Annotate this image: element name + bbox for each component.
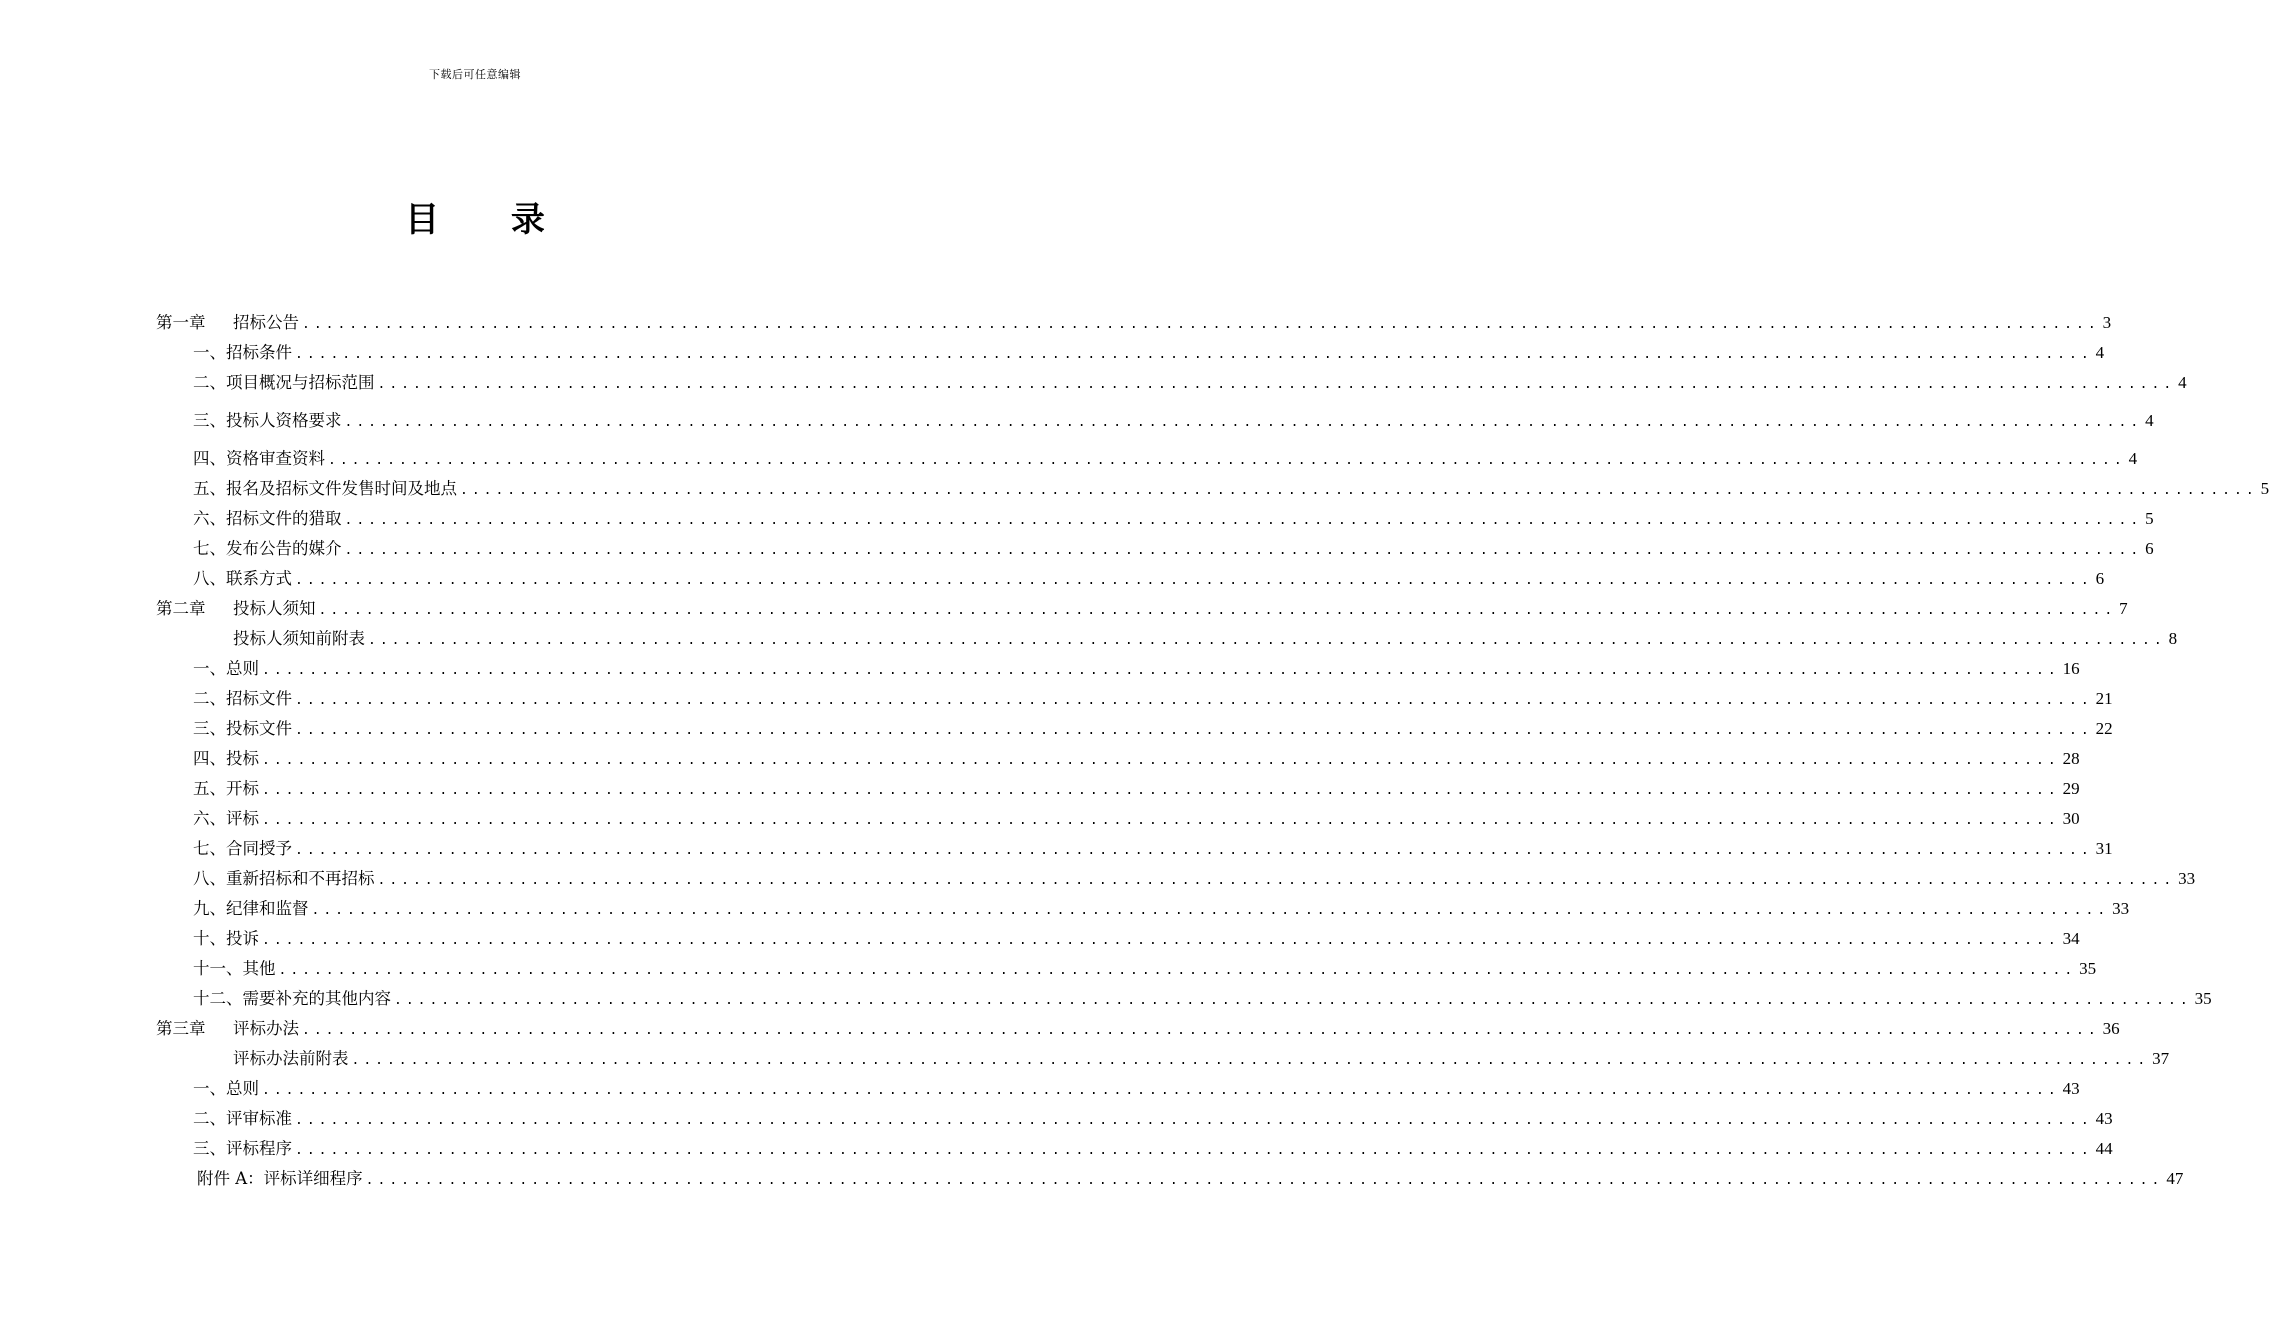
toc-section[interactable] [156, 864, 2196, 894]
dot-leader: ........................................................................................................................................................ [262, 1083, 2060, 1098]
toc-page-number: 35 [2194, 989, 2212, 1008]
toc-entry-text: 二、招标文件 [193, 689, 292, 708]
toc-entry-text: 六、招标文件的猎取 [193, 509, 342, 528]
toc-section[interactable] [156, 744, 2080, 774]
toc-page-number: 44 [2095, 1139, 2113, 1158]
toc-entry-text: 评标办法前附表 [233, 1049, 349, 1068]
toc-page-number: 33 [2178, 869, 2196, 888]
toc-page-number: 5 [2145, 509, 2154, 528]
toc-entry-text: 十、投诉 [193, 929, 259, 948]
toc-page-number: 3 [2102, 313, 2112, 332]
toc-entry-text: 附件 A：评标详细程序 [197, 1169, 363, 1188]
toc-page-number: 33 [2112, 899, 2130, 918]
toc-section[interactable] [156, 1074, 2080, 1104]
toc-entry-text: 十一、其他 [193, 959, 276, 978]
toc-entry-text: 三、投标人资格要求 [193, 411, 342, 430]
dot-leader: ........................................................................................................................................................ [295, 1113, 2093, 1128]
dot-leader: ........................................................................................................................................................ [460, 483, 2258, 498]
toc-entry-text: 六、评标 [193, 809, 259, 828]
toc-section[interactable] [156, 1044, 2170, 1074]
toc-page-number: 36 [2102, 1019, 2120, 1038]
toc-section[interactable] [156, 534, 2154, 564]
toc-section[interactable] [156, 368, 2187, 398]
toc-section[interactable] [156, 474, 2269, 504]
dot-leader: ........................................................................................................................................................ [262, 663, 2060, 678]
toc-section[interactable] [156, 984, 2212, 1014]
toc-entry-text: 评标办法 [233, 1019, 299, 1038]
toc-chapter-3[interactable] [156, 1014, 2120, 1044]
toc-page-number: 6 [2095, 569, 2105, 588]
toc-page-number: 35 [2079, 959, 2097, 978]
chapter-number: 第三章 [156, 1019, 206, 1038]
toc-entry-text: 七、合同授予 [193, 839, 292, 858]
chapter-number: 第一章 [156, 313, 206, 332]
toc-section[interactable] [156, 406, 2154, 436]
toc-page-number: 31 [2095, 839, 2113, 858]
toc-entry-text: 三、投标文件 [193, 719, 292, 738]
toc-page-number: 37 [2152, 1049, 2170, 1068]
toc-section[interactable] [156, 924, 2080, 954]
toc-entry-text: 七、发布公告的媒介 [193, 539, 342, 558]
table-of-contents [156, 308, 2269, 1194]
toc-page-number: 7 [2119, 599, 2128, 618]
toc-page-number: 8 [2168, 629, 2178, 648]
dot-leader: ........................................................................................................................................................ [368, 633, 2166, 648]
dot-leader: ........................................................................................................................................................ [311, 903, 2110, 918]
dot-leader: ........................................................................................................................................................ [278, 963, 2077, 978]
dot-leader: ........................................................................................................................................................ [318, 603, 2117, 618]
dot-leader: ........................................................................................................................................................ [365, 1173, 2164, 1188]
toc-section[interactable] [156, 894, 2130, 924]
toc-section[interactable] [156, 714, 2113, 744]
dot-leader: ........................................................................................................................................................ [394, 993, 2192, 1008]
toc-page-number: 6 [2145, 539, 2154, 558]
dot-leader: ........................................................................................................................................................ [377, 873, 2176, 888]
toc-page-number: 5 [2260, 479, 2269, 498]
dot-leader: ........................................................................................................................................................ [295, 693, 2093, 708]
toc-section[interactable] [156, 1104, 2113, 1134]
chapter-number: 第二章 [156, 599, 206, 618]
toc-entry-text: 八、重新招标和不再招标 [193, 869, 375, 888]
toc-entry-text: 投标人须知 [233, 599, 316, 618]
toc-entry-text: 五、报名及招标文件发售时间及地点 [193, 479, 457, 498]
toc-entry-text: 招标公告 [233, 313, 299, 332]
toc-page-number: 28 [2062, 749, 2080, 768]
toc-page-number: 34 [2062, 929, 2080, 948]
dot-leader: ........................................................................................................................................................ [295, 843, 2093, 858]
dot-leader: ........................................................................................................................................................ [295, 1143, 2093, 1158]
toc-entry-text: 一、招标条件 [193, 343, 292, 362]
toc-page-number: 43 [2062, 1079, 2080, 1098]
toc-entry-text: 八、联系方式 [193, 569, 292, 588]
toc-appendix[interactable] [156, 1164, 2184, 1194]
dot-leader: ........................................................................................................................................................ [328, 453, 2126, 468]
toc-chapter-2[interactable] [156, 594, 2128, 624]
dot-leader: ........................................................................................................................................................ [295, 347, 2093, 362]
toc-section[interactable] [156, 1134, 2113, 1164]
toc-entry-text: 十二、需要补充的其他内容 [193, 989, 391, 1008]
toc-entry-text: 四、资格审查资料 [193, 449, 325, 468]
toc-section[interactable] [156, 954, 2097, 984]
dot-leader: ........................................................................................................................................................ [295, 723, 2093, 738]
toc-page-number: 4 [2145, 411, 2154, 430]
dot-leader: ........................................................................................................................................................ [344, 415, 2143, 430]
dot-leader: ........................................................................................................................................................ [262, 933, 2060, 948]
toc-section[interactable] [156, 684, 2113, 714]
toc-page-number: 30 [2062, 809, 2080, 828]
toc-page-number: 4 [2128, 449, 2138, 468]
toc-entry-text: 四、投标 [193, 749, 259, 768]
toc-entry-text: 九、纪律和监督 [193, 899, 309, 918]
toc-entry-text: 投标人须知前附表 [233, 629, 365, 648]
toc-entry-text: 二、项目概况与招标范围 [193, 373, 375, 392]
dot-leader: ........................................................................................................................................................ [262, 813, 2060, 828]
toc-section[interactable] [156, 834, 2113, 864]
toc-page-number: 47 [2166, 1169, 2184, 1188]
dot-leader: ........................................................................................................................................................ [302, 1023, 2100, 1038]
toc-page-number: 4 [2178, 373, 2187, 392]
dot-leader: ........................................................................................................................................................ [344, 543, 2143, 558]
dot-leader: ........................................................................................................................................................ [351, 1053, 2150, 1068]
toc-entry-text: 一、总则 [193, 659, 259, 678]
toc-section[interactable] [156, 338, 2105, 368]
toc-page-number: 4 [2095, 343, 2105, 362]
toc-page-number: 21 [2095, 689, 2113, 708]
toc-page-number: 16 [2062, 659, 2080, 678]
toc-entry-text: 二、评审标准 [193, 1109, 292, 1128]
page-header-note: 下载后可任意编辑 [429, 68, 521, 81]
dot-leader: ........................................................................................................................................................ [262, 753, 2060, 768]
toc-section[interactable] [156, 444, 2138, 474]
dot-leader: ........................................................................................................................................................ [344, 513, 2143, 528]
toc-page-number: 43 [2095, 1109, 2113, 1128]
toc-page-number: 29 [2062, 779, 2080, 798]
toc-section[interactable] [156, 804, 2080, 834]
toc-entry-text: 五、开标 [193, 779, 259, 798]
toc-section[interactable] [156, 564, 2105, 594]
dot-leader: ........................................................................................................................................................ [302, 317, 2100, 332]
toc-section[interactable] [156, 774, 2080, 804]
dot-leader: ........................................................................................................................................................ [377, 377, 2176, 392]
toc-chapter-1[interactable] [156, 308, 2112, 338]
toc-title: 目 录 [405, 200, 575, 240]
dot-leader: ........................................................................................................................................................ [262, 783, 2060, 798]
toc-entry-text: 一、总则 [193, 1079, 259, 1098]
toc-entry-text: 三、评标程序 [193, 1139, 292, 1158]
toc-section[interactable] [156, 624, 2178, 654]
toc-page-number: 22 [2095, 719, 2113, 738]
toc-section[interactable] [156, 654, 2080, 684]
toc-section[interactable] [156, 504, 2154, 534]
dot-leader: ........................................................................................................................................................ [295, 573, 2093, 588]
